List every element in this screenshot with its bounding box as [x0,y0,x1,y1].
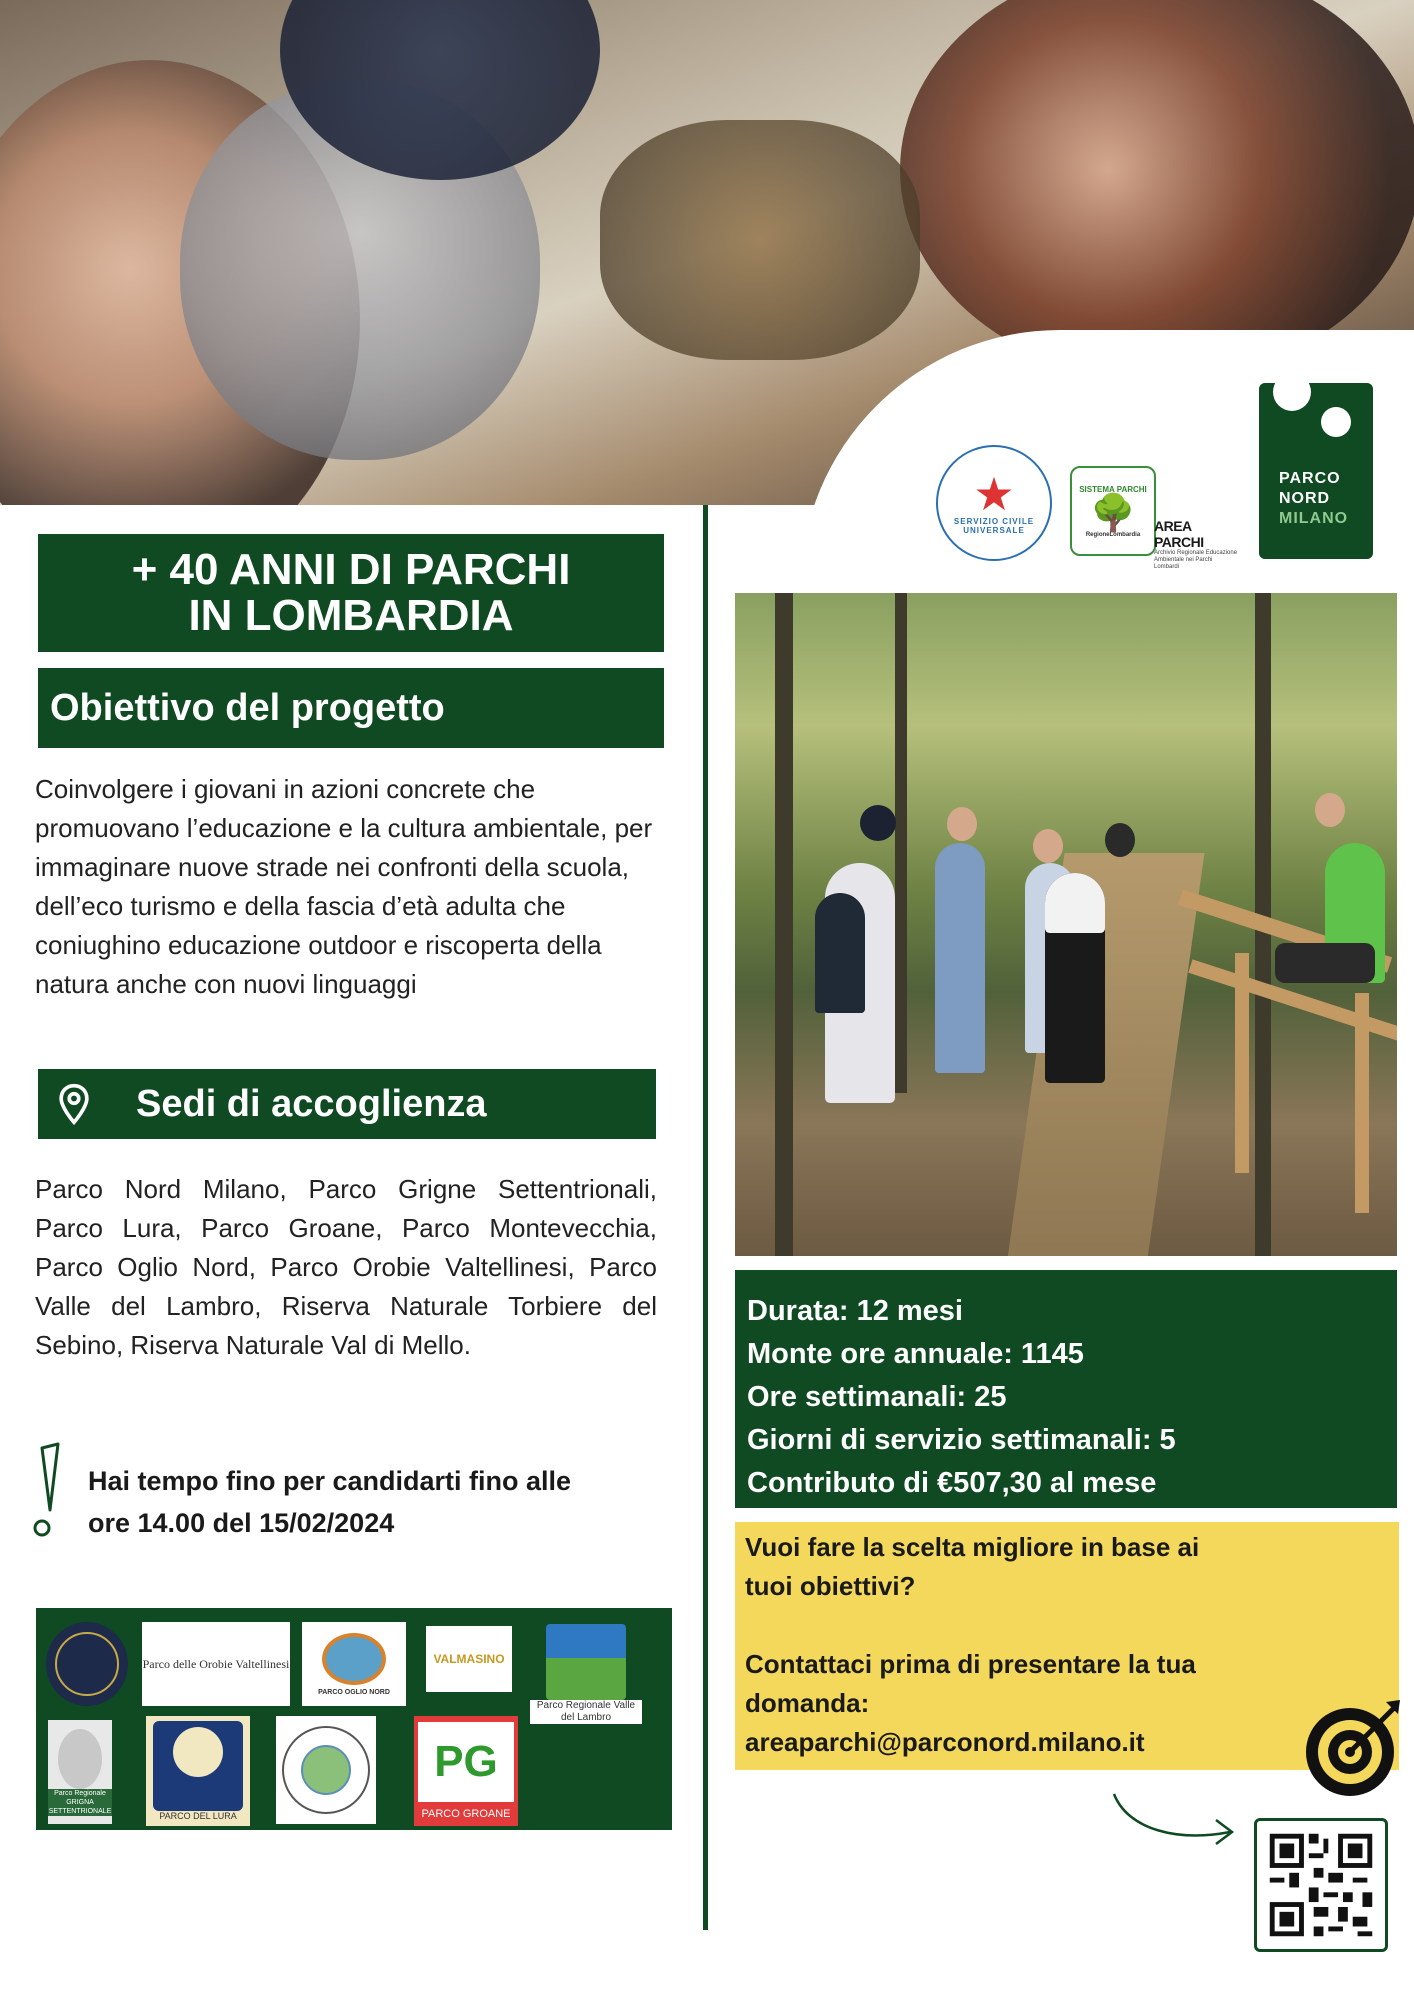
arrow-icon [1108,1790,1238,1854]
groane-text: PARCO GROANE [421,1808,511,1820]
sistema-parchi-text: SISTEMA PARCHI [1079,484,1147,494]
info-monte-ore: Monte ore annuale: 1145 [747,1338,1084,1370]
parco-nord-line1: PARCO [1279,470,1341,487]
groane-logo [414,1716,518,1826]
deadline-text [88,1460,648,1544]
lambro-logo [530,1622,642,1726]
servizio-civile-text: SERVIZIO CIVILE UNIVERSALE [953,517,1035,535]
lambro-text: Parco Regionale Valle del Lambro [530,1700,642,1724]
parco-nord-line2: NORD [1279,490,1331,507]
area-parchi-title: AREA PARCHI [1154,518,1204,550]
cta-line4: domanda: [745,1688,870,1718]
deadline-line2: ore 14.00 del 15/02/2024 [88,1508,395,1538]
tree-icon: 🌳 [1090,491,1136,533]
groane-mark: PG [434,1737,498,1786]
info-giorni: Giorni di servizio settimanali: 5 [747,1424,1176,1456]
forest-bridge-photo [735,593,1397,1256]
cta-line1: Vuoi fare la scelta migliore in base ai [745,1532,1200,1562]
deadline-line1: Hai tempo fino per candidarti fino alle [88,1466,572,1496]
area-parchi-subtitle: Archivio Regionale Educazione Ambientale nei Parchi Lombardi [1154,550,1238,570]
column-divider [703,505,708,1930]
grigna-text: Parco Regionale GRIGNA SETTENTRIONALE [48,1789,112,1815]
regione-text: RegioneLombardia [1085,531,1141,538]
oglio-text: PARCO OGLIO NORD [318,1688,390,1696]
contact-email-link[interactable]: areaparchi@parconord.milano.it [745,1727,1145,1757]
orobie-text: Parco delle Orobie Valtellinesi [142,1656,290,1671]
title-line1: + 40 ANNI DI PARCHI [131,545,571,594]
exclamation-icon [28,1440,68,1540]
cta-line3: Contattaci prima di presentare la tua [745,1649,1196,1679]
oglio-logo [302,1622,406,1706]
info-durata: Durata: 12 mesi [747,1295,963,1327]
torbiere-logo [46,1622,128,1706]
parco-nord-milano-logo [1259,383,1373,559]
info-ore-settimanali: Ore settimanali: 25 [747,1381,1007,1413]
area-parchi-logo [1154,518,1238,571]
qr-code-icon[interactable] [1254,1818,1388,1952]
star-icon: ★ [973,468,1015,520]
info-box [735,1270,1397,1508]
cta-line2: tuoi obiettivi? [745,1571,916,1601]
servizio-civile-logo [936,445,1052,561]
title-line2: IN LOMBARDIA [188,591,514,640]
valmasino-text: VALMASINO [433,1652,505,1666]
valmasino-logo [426,1626,512,1692]
sedi-text: Parco Nord Milano, Parco Grigne Settentrionali, Parco Lura, Parco Groane, Parco Montevecchia, Parco Oglio Nord, Parco Orobie Valtellinesi, Parco Valle del Lambro, Riserva Naturale Torbiere del Sebino, Riserva Naturale Val di Mello. [35,1174,657,1360]
parco-nord-line3: MILANO [1279,510,1349,527]
sedi-heading-label: Sedi di accoglienza [136,1082,487,1125]
partner-logos [36,1608,672,1830]
lura-logo [146,1716,250,1826]
objective-heading: Obiettivo del progetto [38,668,664,748]
info-contributo: Contributo di €507,30 al mese [747,1467,1157,1499]
grigna-logo [48,1720,112,1824]
objective-text: Coinvolgere i giovani in azioni concrete che promuovano l’educazione e la cultura ambientale, per immaginare nuove strade nei confronti della scuola, dell’eco turismo e della fascia d’età adulta che coniughino educazione outdoor e riscoperta della natura anche con nuovi linguaggi [35,774,653,999]
sistema-parchi-logo [1070,466,1156,556]
target-icon [1302,1696,1406,1800]
title-box [38,534,664,652]
orobie-logo [142,1622,290,1706]
contact-box [735,1522,1399,1770]
location-pin-icon [52,1082,96,1126]
sedi-heading [38,1069,656,1139]
montevecchia-logo [276,1716,376,1824]
lura-text: PARCO DEL LURA [159,1811,237,1821]
qr-pattern [1260,1824,1382,1946]
